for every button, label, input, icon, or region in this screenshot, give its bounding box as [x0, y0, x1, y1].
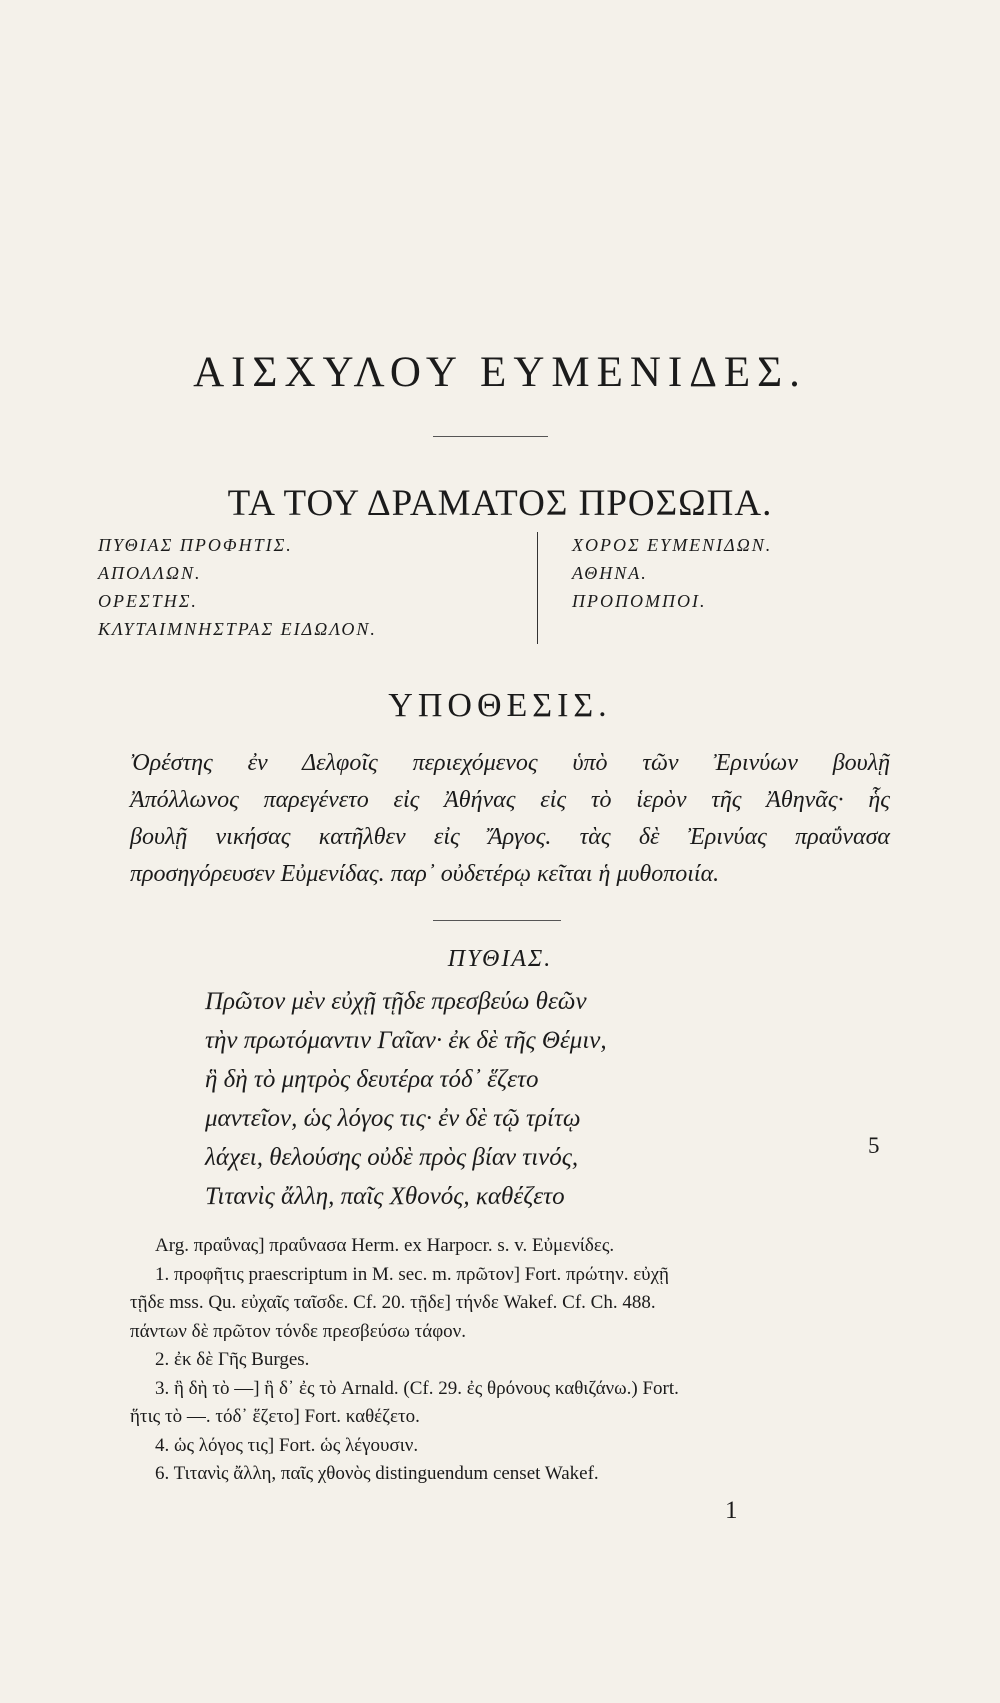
note-line: πάντων δὲ πρῶτον τόνδε πρεσβεύσω τάφον. [130, 1320, 467, 1342]
page-number: 1 [725, 1497, 738, 1524]
verse-line: Πρῶτον μὲν εὐχῇ τῇδε πρεσβεύω θεῶν [205, 988, 587, 1015]
persons-column-divider [537, 532, 538, 644]
verse-line: μαντεῖον, ὡς λόγος τις· ἐν δὲ τῷ τρίτῳ [205, 1105, 581, 1132]
hypothesis-line: Ἀπόλλωνος παρεγένετο εἰς Ἀθήνας εἰς τὸ ἱερὸν τῆς Ἀθηνᾶς· ἧς [130, 787, 890, 813]
verse-line: ἣ δὴ τὸ μητρὸς δευτέρα τόδ᾽ ἕζετο [205, 1066, 539, 1093]
hypothesis-line: Ὀρέστης ἐν Δελφοῖς περιεχόμενος ὑπὸ τῶν Ἐρινύων βουλῇ [130, 750, 890, 776]
speaker-name: ΠΥΘΙΑΣ. [447, 946, 553, 972]
title-divider [433, 436, 548, 437]
section-divider [433, 920, 561, 921]
note-line: 6. Τιτανὶς ἄλλη, παῖς χθονὸς distinguendum censet Wakef. [155, 1463, 599, 1484]
note-line: 4. ὡς λόγος τις] Fort. ὡς λέγουσιν. [155, 1434, 419, 1456]
hypothesis-line: προσηγόρευσεν Εὐμενίδας. παρ᾽ οὐδετέρῳ κεῖται ἡ μυθοποιία. [130, 861, 720, 887]
note-line: ἥτις τὸ —. τόδ᾽ ἕζετο] Fort. καθέζετο. [130, 1406, 420, 1427]
note-line: 3. ἣ δὴ τὸ —] ἣ δ᾽ ἐς τὸ Arnald. (Cf. 29. ἐς θρόνους καθιζάνω.) Fort. [155, 1377, 679, 1399]
persons-left-column [98, 531, 377, 643]
persons-right-column [572, 531, 772, 615]
person-item: ΧΟΡΟΣ ΕΥΜΕΝΙΔΩΝ. [572, 535, 773, 555]
hypothesis-text [130, 745, 890, 893]
person-item: ΠΡΟΠΟΜΠΟΙ. [572, 591, 707, 611]
person-item: ΟΡΕΣΤΗΣ. [98, 591, 198, 611]
verse-line: Τιτανὶς ἄλλη, παῖς Χθονός, καθέζετο [205, 1183, 565, 1210]
note-line: 2. ἐκ δὲ Γῆς Burges. [155, 1349, 310, 1370]
person-item: ΑΘΗΝΑ. [572, 563, 648, 583]
verse-block [205, 982, 607, 1216]
person-item: ΚΛΥΤΑΙΜΝΗΣΤΡΑΣ ΕΙΔΩΛΟΝ. [98, 619, 377, 639]
hypothesis-line: βουλῇ νικήσας κατῆλθεν εἰς Ἄργος. τὰς δὲ Ἐρινύας πραΰνασα [130, 824, 890, 850]
person-item: ΠΥΘΙΑΣ ΠΡΟΦΗΤΙΣ. [98, 535, 293, 555]
play-title: ΑΙΣΧΥΛΟΥ ΕΥΜΕΝΙΔΕΣ. [193, 349, 807, 396]
verse-line-number: 5 [868, 1133, 880, 1158]
person-item: ΑΠΟΛΛΩΝ. [98, 563, 202, 583]
note-line: τῇδε mss. Qu. εὐχαῖς ταῖσδε. Cf. 20. τῇδε] τήνδε Wakef. Cf. Ch. 488. [130, 1292, 656, 1313]
verse-line: τὴν πρωτόμαντιν Γαῖαν· ἐκ δὲ τῆς Θέμιν, [205, 1027, 607, 1054]
hypothesis-heading: ΥΠΟΘΕΣΙΣ. [388, 687, 612, 724]
verse-line: λάχει, θελούσης οὐδὲ πρὸς βίαν τινός, [205, 1144, 579, 1171]
dramatis-personae-heading: ΤΑ ΤΟΥ ΔΡΑΜΑΤΟΣ ΠΡΟΣΩΠΑ. [227, 483, 773, 524]
note-line: Arg. πραΰνας] πραΰνασα Herm. ex Harpocr. s. v. Εὐμενίδες. [155, 1235, 615, 1256]
critical-apparatus [130, 1232, 890, 1489]
note-line: 1. προφῆτις praescriptum in M. sec. m. πρῶτον] Fort. πρώτην. εὐχῇ [155, 1263, 669, 1285]
